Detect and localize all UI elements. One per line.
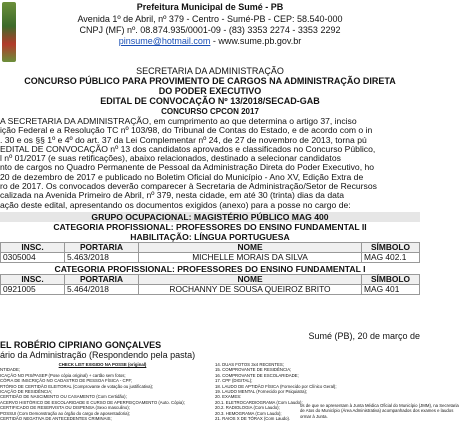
concurso-title: CONCURSO PÚBLICO PARA PROVIMENTO DE CARGOS NA ADMINISTRAÇÃO DIRETA: [24, 76, 396, 86]
checklist-item: 20.3. HEMOGRAMA (Com Laudo);: [215, 410, 282, 416]
checklist-item: NTIDADE;: [0, 367, 21, 373]
date-line: Sumé (PB), 20 de março de: [308, 331, 420, 341]
checklist-item: 19. LAUDO MENTAL (Fornecido por Psiquiatra);: [215, 389, 308, 395]
checklist-item: RTÓRIO DE CERTIDÃO ELEITORAL (Comprovante de votação ou justificativa);: [0, 383, 154, 389]
checklist-item: 21. RAIOS X DE TÓRAX (Com Laudo).: [215, 416, 291, 421]
checklist-item: CÓPIA DE INSCRIÇÃO NO CADASTRO DE PESSOA FÍSICA - CPF;: [0, 378, 133, 384]
checklist-item: ICAÇÃO DE RESIDÊNCIA;: [0, 389, 53, 395]
body-line: nto de cargos no Quadro Permanente de Pessoal da Administração Direta do Poder Executivo, ho: [0, 162, 375, 173]
checklist-item: 14. DUAS FOTOS 3x4 RECENTES;: [215, 362, 284, 367]
org-address: Avenida 1º de Abril, nº 379 - Centro - Sumé-PB - CEP: 58.540-000: [77, 14, 343, 24]
category-bar-2: CATEGORIA PROFISSIONAL: PROFESSORES DO ENSINO FUNDAMENTAL I: [0, 264, 420, 274]
cell-insc: 0305004: [1, 253, 65, 263]
signature-role: ário da Administração (Respondendo pela pasta): [0, 350, 196, 360]
col-portaria: PORTARIA: [65, 275, 139, 285]
body-line: ação deste edital, apresentando os documentos exigidos (anexo) para a posse no cargo de:: [0, 199, 351, 210]
table-row: [1, 253, 420, 263]
checklist-item: 20.1. ELETROCARDIOGRAMA (Com Laudo);: [215, 399, 303, 405]
signature-name: EL ROBÉRIO CIPRIANO GONÇALVES: [0, 340, 162, 350]
org-name: Prefeitura Municipal de Sumé - PB: [136, 2, 284, 12]
cell-portaria: 5.463/2018: [65, 253, 139, 263]
site-text: - www.sume.pb.gov.br: [210, 36, 302, 46]
cell-nome: ROCHANNY DE SOUSA QUEIROZ BRITO: [139, 285, 362, 295]
checklist-title: CHECK LIST EXIGIDO NA POSSE (original): [58, 362, 147, 367]
col-nome: NOME: [139, 275, 362, 285]
checklist-item: 18. LAUDO DE APTIDÃO FÍSICA (Fornecido por Clínico Geral);: [215, 383, 337, 389]
col-nome: NOME: [139, 243, 362, 253]
checklist-item: CERTIDÃO NEGATIVA DE ANTECEDENTES CRIMINAIS;: [0, 416, 112, 421]
checklist-item: CERTIDÃO DE NASCIMENTO OU CASAMENTO (Com Certidão);: [0, 394, 127, 400]
body-line: ro de 2017. Os convocados deverão comparecer à Secretaria de Administração/Setor de Recursos: [0, 181, 377, 192]
convocation-table-1: [0, 242, 420, 263]
col-insc: INSC.: [1, 275, 65, 285]
cpcon-title: CONCURSO CPCON 2017: [161, 107, 259, 116]
col-simbolo: SÍMBOLO: [362, 275, 420, 285]
cell-simbolo: MAG 402.1: [362, 253, 420, 263]
body-line: 20 de dezembro de 2017 e publicado no Boletim Oficial do Município - Ano XV, Edição Extra de: [0, 171, 364, 182]
body-line: EDITAL DE CONVOCAÇÃO nº 13 dos candidatos aprovados e classificados no Concurso Público,: [0, 143, 376, 154]
body-line: l nº 01/2017 (e suas retificações), abaixo relacionados, destinado a selecionar candidatos: [0, 153, 341, 164]
table-header-row: [1, 243, 420, 253]
table-row: [1, 285, 420, 295]
edital-title: EDITAL DE CONVOCAÇÃO Nº 13/2018/SECAD-GAB: [100, 96, 320, 106]
checklist-item: POSSUI (Com Demonstração ao órgão do cargo de aposentadoria);: [0, 410, 131, 416]
col-insc: INSC.: [1, 243, 65, 253]
col-portaria: PORTARIA: [65, 243, 139, 253]
medical-note: [300, 403, 459, 419]
checklist-item: CERTIFICADO DE RESERVISTA OU DISPENSA (Sexo masculino);: [0, 405, 130, 411]
checklist-item: 16. COMPROVANTE DE ESCOLARIDADE;: [215, 372, 299, 378]
convocation-table-2: [0, 274, 420, 295]
cell-nome: MICHELLE MORAIS DA SILVA: [139, 253, 362, 263]
poder-title: DO PODER EXECUTIVO: [158, 86, 262, 96]
table-header-row: [1, 275, 420, 285]
org-cnpj: CNPJ (MF) nº. 08.874.935/0001-09 - (83) 3353 2274 - 3353 2292: [79, 25, 341, 35]
edital-body: [0, 117, 420, 210]
category-bar-1: CATEGORIA PROFISSIONAL: PROFESSORES DO ENSINO FUNDAMENTAL II: [0, 222, 420, 232]
checklist-item: 15. COMPROVANTE DE RESIDÊNCIA;: [215, 367, 292, 373]
page-header: [0, 0, 420, 64]
note-line: os de que se apresentam à Junta Médica Oficial do Município (JMM), na Secretaria: [300, 403, 459, 408]
note-line: de Atos do Município (Área Administrativa) acompanhados dos exames e laudos: [300, 408, 454, 414]
body-line: . 30 e os §§ 1º e 4º do art. 37 da Lei Complementar nº 24, de 27 de novembro de 2013, torna pú: [0, 134, 367, 145]
cell-portaria: 5.464/2018: [65, 285, 139, 295]
body-line: calizada na Avenida Primeiro de Abril, nº 379, nesta cidade, em até 30 (trinta) dias da data: [0, 190, 345, 201]
checklist-item: 20. EXAMES:: [215, 394, 242, 400]
checklist-left: [0, 362, 205, 421]
body-line: ição Federal e a Resolução TC nº 103/98, do Tribunal de Contas do Estado, e de acordo com o in: [0, 125, 373, 136]
secretaria-title: SECRETARIA DA ADMINISTRAÇÃO: [136, 66, 284, 76]
habilitation-bar: HABILITAÇÃO: LÍNGUA PORTUGUESA: [0, 232, 420, 242]
group-bar: GRUPO OCUPACIONAL: MAGISTÉRIO PÚBLICO MAG 400: [0, 212, 420, 222]
body-line: A SECRETARIA DA ADMINISTRAÇÃO, em cumprimento ao que determina o artigo 37, inciso: [0, 116, 357, 126]
checklist-item: 20.2. RADIOLOGIA (Com Laudo);: [215, 405, 280, 411]
email-link[interactable]: pinsume@hotmail.com: [118, 36, 211, 46]
cell-simbolo: MAG 401: [362, 285, 420, 295]
org-contact: [0, 36, 420, 47]
note-line: ormar à Junta.: [300, 413, 328, 419]
col-simbolo: SÍMBOLO: [362, 243, 420, 253]
cell-insc: 0921005: [1, 285, 65, 295]
checklist-item: 17. CPF (DIGITAL);: [215, 378, 253, 384]
checklist-item: ACERVO HISTÓRICO DE ESCOLARIDADE E CURSO DE APERFEIÇOAMENTO (Auto. Cópia);: [0, 399, 185, 405]
checklist-item: ICAÇÃO NO PIS/PASEP (Pose cópia original) + cartão sem fotos;: [0, 372, 126, 378]
